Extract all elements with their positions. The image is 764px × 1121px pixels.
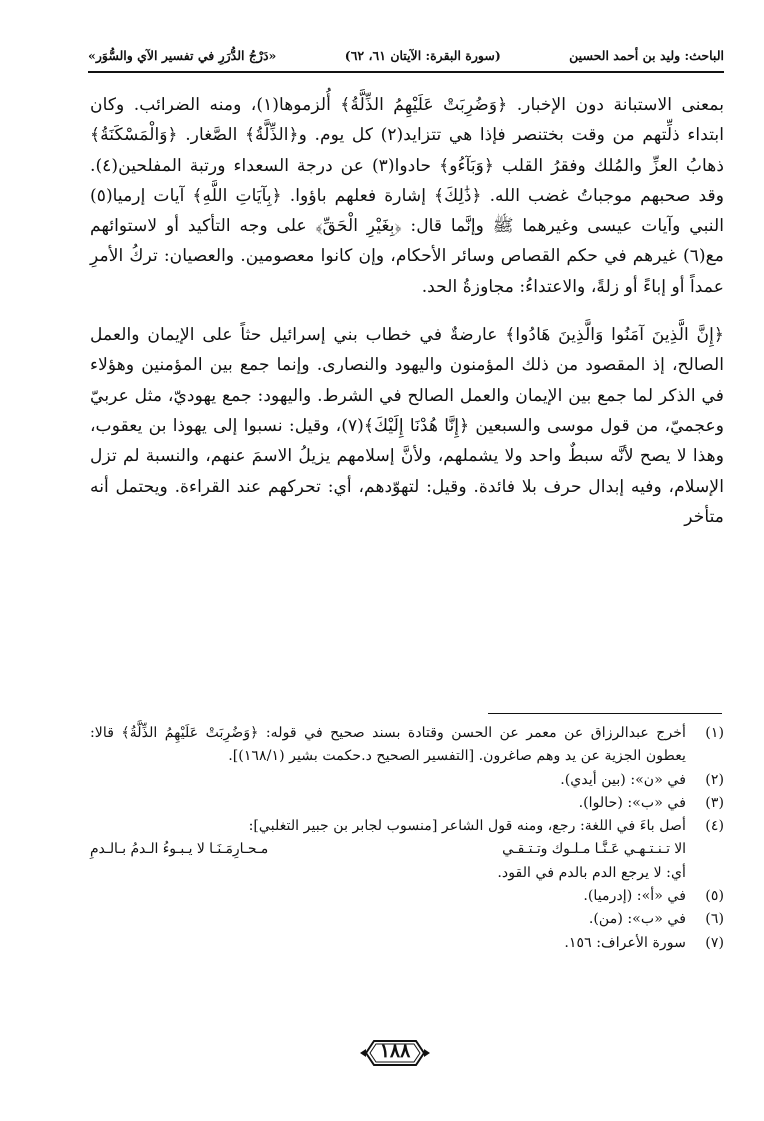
- verse-explanation: أي: لا يرجع الدم بالدم في القود.: [497, 864, 686, 881]
- text-line: غضب الله. ﴿ذَٰلِكَ﴾ إشارة فعلهم باؤوا. ﴿بِآيَاتِ اللَّهِ﴾ آيات إرميا(٥) النبي: [90, 185, 724, 237]
- footnote-6: [90, 908, 724, 931]
- footnote-number: (٥): [705, 888, 724, 905]
- footnote-text: في «أ»: (إدرميا).: [583, 888, 686, 905]
- footnote-text: أخرج عبدالرزاق عن معمر عن الحسن وقتادة بسند صحيح في قوله: ﴿وَضُرِبَتْ عَلَيْهِمُ الذِّلَّةُ﴾ قالا: يعطون الجزية عن يد وهم صاغرون. [التفسير الصحيح د.حكمت بشير (١٦٨/١)].: [90, 725, 686, 765]
- text-line: فائدة. وقيل: لتهوّدهم، أي: تحركهم عند القراءة. ويحتمل أنه متأخر: [90, 476, 724, 527]
- footnote-text: في «ب»: (من).: [588, 911, 686, 928]
- text-line: معصومين. والعصيان: تركُ الأمرِ عمداً أو إباءً أو زلةً، والاعتداءُ: مجاوزةُ: [90, 246, 724, 297]
- paragraph-1: [90, 90, 724, 302]
- text-line: الإيمان والعمل الصالح في الشرط. واليهود: جمع يهوديّ، مثل عربيّ: [90, 385, 563, 406]
- text-line: على الإيمان والعمل الصالح، إذ المقصود من ذلك المؤمنون واليهود: [90, 325, 724, 376]
- verse-hemistich-1: الا تـنـتـهـي عَـنَّـا مـلـوك وتـتـقـي: [502, 841, 686, 858]
- verse-hemistich-2: مـحـارِمَـنَـا لا يـبـوءُ الـدمُ بـالـدمِ: [90, 841, 269, 858]
- footnotes: [90, 722, 724, 955]
- text-line: بمعنى الاستبانة دون الإخبار. ﴿وَضُرِبَتْ عَلَيْهِمُ الذِّلَّةُ﴾ أُلزموها(١)، ومنه: [209, 95, 725, 115]
- footnote-2: [90, 769, 724, 792]
- running-header: [88, 42, 724, 68]
- header-author: الباحث: وليد بن أحمد الحسين: [569, 47, 724, 63]
- footnote-text: في «ن»: (بين أيدي).: [560, 771, 686, 788]
- text-line: الحد.: [421, 276, 458, 297]
- text-line: يهوذا بن يعقوب، وهذا لا يصح لأنَّه سبطٌ واحد ولا يشملهم، ولأنَّ: [90, 415, 725, 467]
- header-book-title: «دَرْجُ الدُّرَرِ في تفسير الآي والسُّوَر»: [88, 47, 277, 63]
- text-line: لاستوائهم مع(٦) غيرهم في حكم القصاص وسائر الأحكام، وإن كانوا: [90, 216, 724, 267]
- header-section: (سورة البقرة: الآيتان ٦١، ٦٢): [344, 47, 501, 63]
- footnote-number: (٤): [705, 818, 724, 835]
- text-line: الضرائب. وكان ابتداء ذلِّتهم من وقت بختنصر فإذا هي تتزايد(٢) كل يوم.: [90, 95, 724, 146]
- footnote-divider: [488, 713, 722, 714]
- footnote-number: (٦): [705, 911, 724, 928]
- paragraph-2: [90, 320, 724, 532]
- text-line: والنصارى. وإنما جمع بين المؤمنين وهؤلاء في الذكر لما جمع بين: [90, 355, 724, 406]
- footnote-text: في «ب»: (حالوا).: [578, 794, 686, 811]
- footnote-text: أصل باءَ في اللغة: رجع، ومنه قول الشاعر [منسوب لجابر بن جبير التغلبي]:: [248, 818, 686, 835]
- page-number-ornament: [360, 1035, 430, 1071]
- footnote-4: [90, 815, 724, 838]
- footnote-number: (١): [705, 725, 724, 741]
- text-line: و﴿الذِّلَّةُ﴾ الصَّغار. ﴿وَالْمَسْكَنَةُ﴾ ذهابُ العزِّ والمُلك وفقرُ القلب ﴿وَبَآءُو﴾: [90, 125, 725, 176]
- footnote-5: [90, 885, 724, 908]
- main-text: [90, 90, 724, 532]
- footnote-number: (٧): [705, 934, 724, 951]
- footnote-3: [90, 792, 724, 815]
- text-line: وآيات عيسى وغيرهما ﷺ وإنَّما قال: ﴿بِغَيْرِ الْحَقِّ﴾ على وجه التأكيد أو: [166, 216, 681, 237]
- footnote-number: (٢): [705, 771, 724, 788]
- footnote-1: [90, 722, 724, 769]
- text-line: ﴿إِنَّ الَّذِينَ آمَنُوا وَالَّذِينَ هَادُوا﴾ عارضةٌ في خطاب بني إسرائيل حثاً: [240, 325, 724, 346]
- text-line: وعجميّ، من قول موسى والسبعين ﴿إِنَّا هُدْنَا إِلَيْكَ﴾(٧)، وقيل: نسبوا إلى: [213, 415, 725, 436]
- header-divider: [88, 71, 724, 73]
- footnote-text: سورة الأعراف: ١٥٦.: [564, 934, 686, 951]
- text-line: إسلامهم يزيلُ الاسمَ عنهم، والنسبة لم تزل الإسلام، وفيه إبدال حرف بلا: [90, 446, 724, 497]
- poetry-verse: [90, 838, 724, 861]
- footnote-7: [90, 932, 724, 955]
- text-line: حادوا(٣) عن درجة السعداء ورتبة المفلحين(٤). وقد صحبهم موجباتُ: [90, 155, 724, 206]
- footnote-number: (٣): [705, 794, 724, 811]
- page-number: ١٨٨: [379, 1040, 411, 1062]
